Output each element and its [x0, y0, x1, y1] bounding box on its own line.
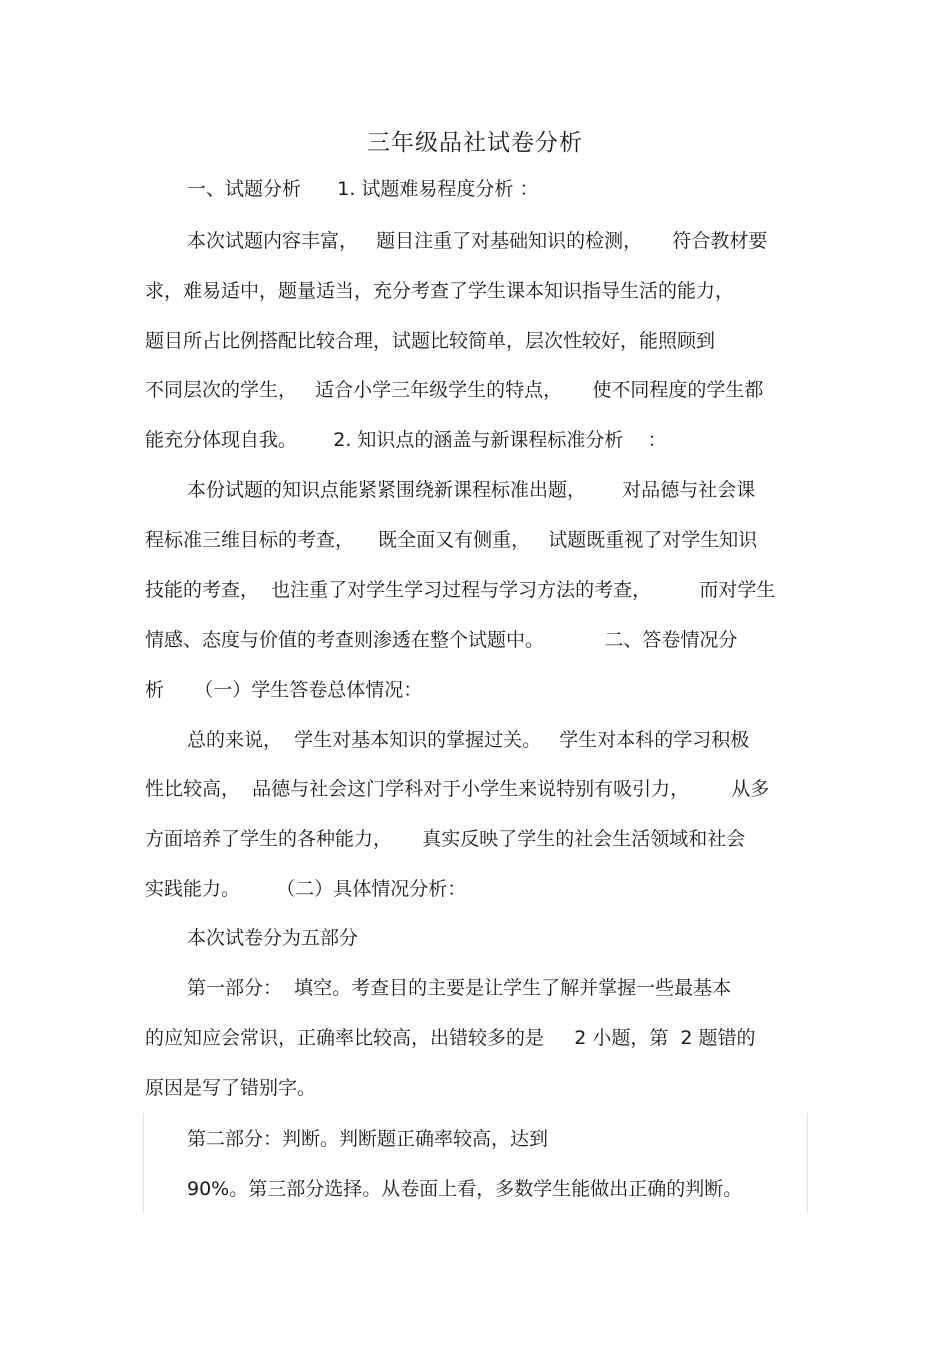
paragraph-line: 原因是写了错别字。 — [145, 1077, 317, 1099]
paragraph-line: 实践能力。 （二）具体情况分析： — [145, 878, 467, 900]
paragraph-line: 本份试题的知识点能紧紧围绕新课程标准出题， 对品德与社会课 — [187, 479, 756, 501]
paragraph-line: 方面培养了学生的各种能力， 真实反映了学生的社会生活领域和社会 — [145, 828, 746, 850]
paragraph-line: 的应知应会常识，正确率比较高，出错较多的是 2 小题，第 2 题错的 — [145, 1027, 756, 1049]
paragraph-line: 90%。第三部分选择。从卷面上看，多数学生能做出正确的判断。 — [187, 1178, 743, 1200]
paragraph-line: 第二部分：判断。判断题正确率较高，达到 — [187, 1128, 549, 1150]
paragraph-line: 能充分体现自我。 2. 知识点的涵盖与新课程标准分析 ： — [145, 429, 667, 451]
section-heading-1: 一、试题分析 1. 试题难易程度分析 ： — [187, 178, 539, 200]
paragraph-line: 性比较高， 品德与社会这门学科对于小学生来说特别有吸引力， 从多 — [145, 778, 770, 800]
paragraph-line: 求，难易适中，题量适当，充分考查了学生课本知识指导生活的能力， — [145, 280, 735, 302]
paragraph-line: 不同层次的学生， 适合小学三年级学生的特点， 使不同程度的学生都 — [145, 379, 764, 401]
paragraph-line: 总的来说， 学生对基本知识的掌握过关。 学生对本科的学习积极 — [187, 729, 750, 751]
paragraph-line: 第一部分： 填空。考查目的主要是让学生了解并掌握一些最基本 — [187, 977, 732, 999]
paragraph-line: 题目所占比例搭配比较合理，试题比较简单，层次性较好，能照顾到 — [145, 330, 716, 352]
paragraph-line: 本次试题内容丰富， 题目注重了对基础知识的检测， 符合教材要 — [187, 230, 768, 252]
paragraph-line: 情感、态度与价值的考查则渗透在整个试题中。 二、答卷情况分 — [145, 629, 738, 651]
paragraph-line: 程标准三维目标的考查， 既全面又有侧重， 试题既重视了对学生知识 — [145, 529, 758, 551]
paragraph-line: 本次试卷分为五部分 — [187, 927, 359, 949]
page-title: 三年级品社试卷分析 — [367, 130, 583, 156]
paragraph-line: 技能的考查， 也注重了对学生学习过程与学习方法的考查， 而对学生 — [145, 579, 776, 601]
paragraph-line: 析 （一）学生答卷总体情况： — [145, 679, 423, 701]
